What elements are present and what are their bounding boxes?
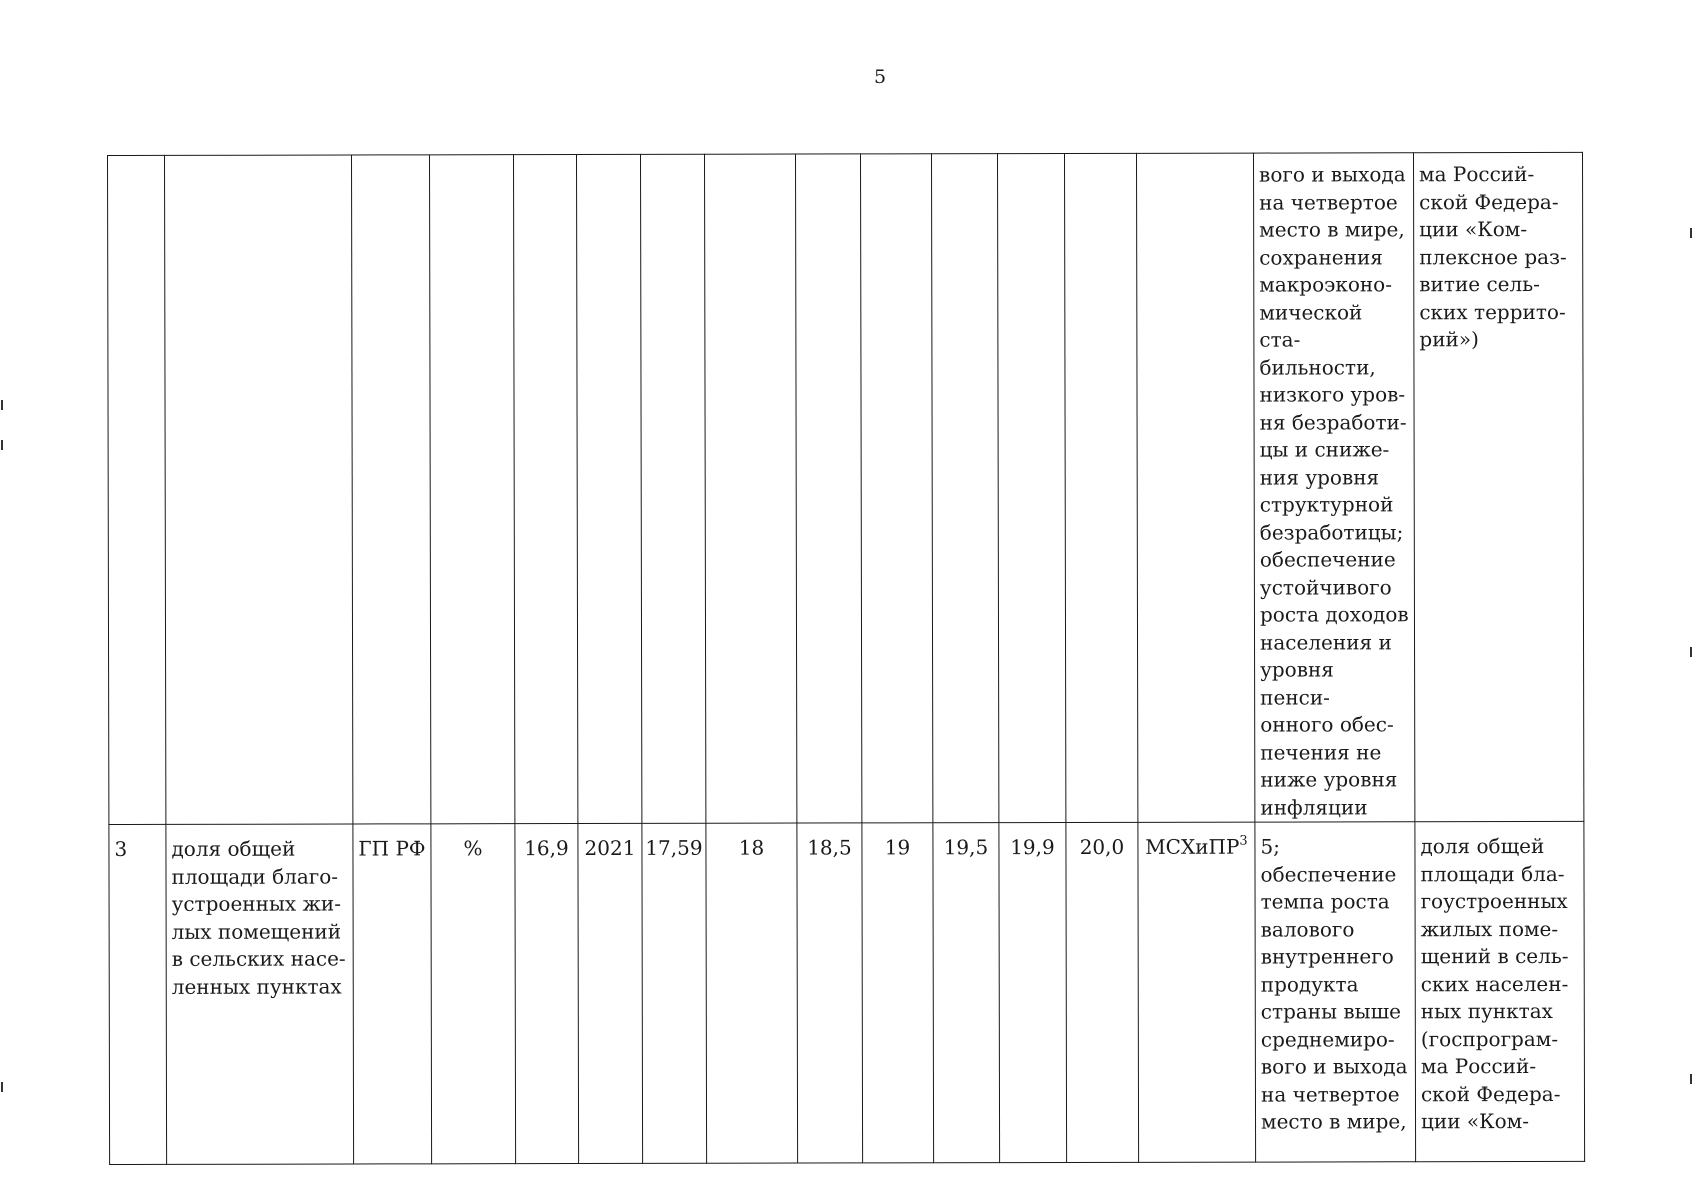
indicators-table (107, 152, 1585, 1165)
text-line: населения и (1259, 629, 1392, 655)
text-line: роста доходов (1259, 602, 1409, 627)
text-line: внутреннего (1260, 944, 1394, 969)
text-line: вого и выхода (1259, 162, 1406, 187)
text-line: вого и выхода (1260, 1054, 1408, 1079)
scan-edge-mark (1, 400, 3, 410)
text-line: лых помещений (171, 919, 342, 944)
cell-value-7: 20,0 (1066, 822, 1139, 1162)
text-line: низкого уров- (1259, 382, 1406, 407)
text-line: гоустроенных (1420, 888, 1568, 914)
cell-value-4 (860, 154, 932, 823)
text-line: ных пунктах (1420, 998, 1553, 1024)
cell-value-5 (931, 154, 998, 823)
text-line: устроенных жи- (171, 891, 342, 916)
text-line: макроэконо- (1259, 272, 1393, 297)
page-number: 5 (873, 66, 887, 88)
text-line: площади благо- (171, 864, 339, 889)
text-line: доля общей (1420, 833, 1545, 859)
cell-value-3: 18,5 (797, 823, 863, 1163)
scan-edge-mark (1690, 228, 1692, 238)
cell-base-year: 2021 (578, 823, 643, 1163)
cell-unit (430, 155, 515, 824)
cell-value-2: 18 (706, 823, 798, 1163)
text-line: щений в сель- (1420, 943, 1569, 969)
cell-program (1413, 152, 1583, 821)
text-line: печения не (1260, 739, 1382, 765)
cell-value-6 (997, 153, 1065, 822)
responsible-text: МСХиПР (1145, 834, 1240, 859)
text-line: цы и сниже- (1259, 437, 1390, 462)
text-line: мической ста- (1259, 299, 1363, 352)
table-row-continued (108, 152, 1584, 824)
text-line: сохранения (1259, 244, 1383, 270)
text-line: безработицы; (1259, 519, 1404, 545)
text-line: на четвертое (1260, 1081, 1400, 1107)
cell-goal (1255, 822, 1416, 1162)
text-line: ской Федера- (1419, 189, 1559, 214)
text-line: ма Россий- (1419, 162, 1535, 187)
text-line: темпа роста (1260, 889, 1390, 914)
scan-edge-mark (1690, 1074, 1692, 1084)
cell-num (108, 155, 166, 824)
text-line: витие сель- (1419, 271, 1540, 297)
table-row-3 (109, 821, 1585, 1164)
text-line: ции «Ком- (1419, 217, 1528, 242)
text-line: продукта (1260, 971, 1359, 997)
text-line: валового (1260, 916, 1355, 942)
text-line: ленных пунктах (171, 974, 342, 999)
text-line: доля общей (171, 836, 296, 861)
footnote-marker: 3 (1239, 833, 1248, 849)
text-line: ской Федера- (1420, 1081, 1561, 1106)
text-line: место в мире, (1259, 217, 1405, 242)
cell-level (352, 155, 431, 824)
cell-value-6: 19,9 (999, 822, 1067, 1162)
text-line: ских террито- (1419, 299, 1566, 324)
text-line: онного обес- (1260, 712, 1394, 737)
cell-base-value: 16,9 (515, 824, 579, 1164)
scan-edge-mark (1690, 647, 1692, 657)
text-line: ции «Ком- (1421, 1109, 1530, 1134)
text-line: инфляции (1260, 794, 1368, 820)
cell-num: 3 (109, 824, 167, 1164)
scan-edge-mark (1, 1082, 3, 1092)
text-line: устойчивого (1259, 574, 1392, 600)
cell-goal (1253, 153, 1414, 822)
text-line: плексное раз- (1419, 244, 1567, 269)
cell-name (166, 824, 354, 1164)
text-line: обеспечение (1259, 547, 1396, 572)
cell-value-1: 17,59 (642, 823, 707, 1163)
text-line: обеспечение (1260, 861, 1397, 887)
cell-value-3 (795, 154, 861, 823)
text-line: в сельских насе- (171, 946, 346, 971)
cell-base-value (514, 155, 578, 824)
text-line: место в мире, (1261, 1109, 1407, 1134)
text-line: ниже уровня (1260, 767, 1398, 792)
cell-program (1415, 821, 1585, 1161)
text-line: ских населен- (1420, 971, 1569, 996)
text-line: на четвертое (1259, 189, 1398, 215)
text-line: ня безработи- (1259, 409, 1407, 435)
text-line: уровня пенси- (1260, 657, 1334, 710)
cell-value-5: 19,5 (933, 823, 1000, 1163)
text-line: бильности, (1259, 354, 1376, 380)
cell-base-year (577, 154, 642, 823)
cell-value-7 (1064, 153, 1137, 822)
cell-unit: % (431, 824, 516, 1164)
cell-value-2 (704, 154, 796, 823)
text-line: рий») (1419, 327, 1479, 352)
text-line: ма Россий- (1420, 1054, 1537, 1079)
cell-value-4: 19 (862, 823, 934, 1163)
cell-responsible (1136, 153, 1254, 822)
text-line: структурной (1259, 492, 1394, 517)
text-line: среднемиро- (1260, 1026, 1395, 1052)
cell-value-1 (640, 154, 705, 823)
text-line: площади бла- (1420, 861, 1565, 886)
cell-level: ГП РФ (353, 824, 432, 1164)
text-line: 5; (1260, 834, 1280, 859)
text-line: жилых поме- (1420, 916, 1559, 941)
text-line: (госпрограм- (1420, 1026, 1559, 1051)
cell-responsible (1138, 822, 1256, 1162)
text-line: ния уровня (1259, 464, 1380, 490)
cell-name (165, 155, 353, 824)
scan-edge-mark (1, 440, 3, 450)
text-line: страны выше (1260, 999, 1402, 1024)
